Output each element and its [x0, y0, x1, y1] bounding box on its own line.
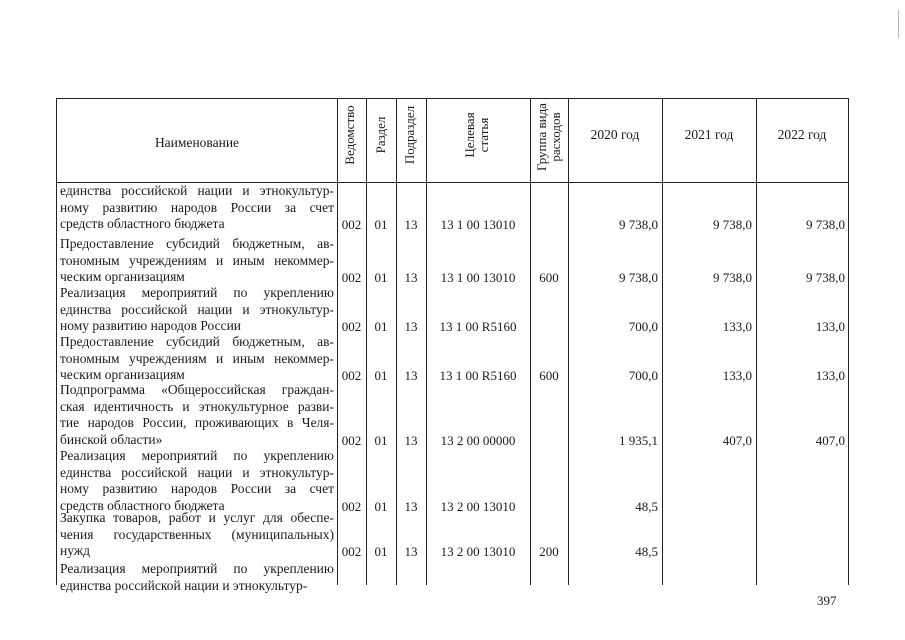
cell-podrazdel: 13	[404, 217, 418, 232]
cell-2022: 407,0	[815, 432, 845, 448]
cell-razdel: 01	[374, 368, 388, 383]
cell-celevaya: 13 2 00 13010	[440, 544, 516, 559]
cell-razdel: 01	[374, 544, 388, 559]
cell-gruppa: 200	[539, 544, 559, 559]
col-border	[756, 98, 757, 585]
row-name	[60, 236, 334, 286]
row-name-line: Предоставление субсидий бюджетным, ав-	[60, 334, 334, 349]
cell-2021: 9 738,0	[713, 270, 752, 285]
col-border	[530, 98, 531, 585]
cell-2021: 9 738,0	[713, 217, 752, 232]
cell-podrazdel: 13	[404, 432, 418, 448]
row-name	[60, 510, 334, 560]
row-name	[60, 448, 334, 514]
cell-2021: 407,0	[722, 432, 752, 448]
header-celevaya-line: статья	[476, 117, 491, 153]
scan-edge-mark	[898, 10, 899, 38]
row-name-line: тономным учреждениям и иным некоммер-	[60, 252, 334, 268]
cell-2020: 1 935,1	[619, 432, 658, 448]
header-gruppa-line: расходов	[548, 112, 563, 162]
row-name-line: Реализация мероприятий по укреплению	[60, 448, 334, 463]
row-name-line: единства российской нации и этнокультур-	[60, 183, 334, 198]
cell-2022: 133,0	[815, 319, 845, 334]
cell-celevaya: 13 1 00 R5160	[439, 368, 517, 383]
table-top-border	[56, 98, 848, 99]
header-gruppa-line: Группа вида	[534, 103, 549, 171]
row-name-line: ному развитию народов России за счет	[60, 481, 334, 496]
cell-razdel: 01	[374, 432, 388, 448]
cell-celevaya: 13 1 00 R5160	[439, 319, 517, 334]
row-name-line: единства российской нации и этнокультур-	[60, 577, 308, 593]
cell-2020: 700,0	[628, 319, 658, 334]
page-number: 397	[817, 593, 837, 608]
cell-razdel: 01	[374, 217, 388, 232]
row-name	[60, 334, 334, 384]
cell-2020: 9 738,0	[619, 270, 658, 285]
row-name-line: Реализация мероприятий по укреплению	[60, 561, 334, 576]
cell-celevaya: 13 2 00 13010	[440, 498, 516, 514]
cell-podrazdel: 13	[404, 544, 418, 559]
cell-podrazdel: 13	[404, 270, 418, 285]
row-name-line: ческим организациям	[60, 367, 185, 382]
col-border	[662, 98, 663, 585]
cell-razdel: 01	[374, 319, 388, 334]
cell-2020: 48,5	[635, 544, 658, 559]
row-name-line: Закупка товаров, работ и услуг для обеспе-	[60, 510, 334, 525]
cell-razdel: 01	[374, 270, 388, 285]
cell-celevaya: 13 2 00 00000	[440, 432, 516, 448]
cell-vedomstvo: 002	[341, 319, 362, 334]
cell-vedomstvo: 002	[341, 270, 362, 285]
row-name-line: Предоставление субсидий бюджетным, ав-	[60, 236, 334, 251]
header-gruppa	[535, 96, 563, 178]
cell-vedomstvo: 002	[341, 368, 362, 383]
row-name-line: нужд	[60, 543, 90, 558]
cell-podrazdel: 13	[404, 319, 418, 334]
row-name	[60, 382, 334, 448]
cell-celevaya: 13 1 00 13010	[440, 270, 516, 285]
header-podrazdel: Подраздел	[402, 105, 417, 165]
row-name-line: тономным учреждениям и иным некоммер-	[60, 350, 334, 366]
cell-2022: 9 738,0	[806, 217, 845, 232]
row-name-line: Реализация мероприятий по укреплению	[60, 285, 334, 300]
row-name-line: ческим организациям	[60, 269, 185, 284]
cell-gruppa: 600	[539, 270, 559, 285]
header-celevaya-line: Целевая	[462, 112, 477, 158]
cell-celevaya: 13 1 00 13010	[440, 217, 516, 232]
header-name: Наименование	[154, 135, 240, 150]
cell-2020: 48,5	[635, 498, 658, 514]
cell-vedomstvo: 002	[341, 432, 362, 448]
cell-2021: 133,0	[722, 368, 752, 383]
row-name	[60, 561, 334, 594]
row-name-line: ному развитию народов России	[60, 318, 242, 333]
row-name	[60, 285, 334, 335]
cell-podrazdel: 13	[404, 498, 418, 514]
row-name-line: бинской области»	[60, 431, 163, 447]
cell-gruppa: 600	[539, 368, 559, 383]
cell-2022: 133,0	[815, 368, 845, 383]
row-name-line: чения государственных (муниципальных)	[60, 526, 334, 542]
header-celevaya	[463, 98, 491, 172]
cell-razdel: 01	[374, 498, 388, 514]
row-name-line: Подпрограмма «Общероссийская граждан-	[60, 382, 334, 397]
row-name-line: единства российской нации и этнокультур-	[60, 301, 334, 317]
header-year-2021: 2021 год	[684, 127, 734, 142]
cell-vedomstvo: 002	[341, 544, 362, 559]
row-name-line: средств областного бюджета	[60, 497, 225, 513]
cell-2020: 9 738,0	[619, 217, 658, 232]
row-name-line: средств областного бюджета	[60, 216, 225, 231]
row-name-line: ному развитию народов России за счет	[60, 199, 334, 215]
cell-podrazdel: 13	[404, 368, 418, 383]
cell-2021: 133,0	[722, 319, 752, 334]
row-name-line: ская идентичность и этнокультурное разви-	[60, 398, 334, 414]
cell-2020: 700,0	[628, 368, 658, 383]
header-razdel: Раздел	[373, 116, 388, 154]
cell-vedomstvo: 002	[341, 217, 362, 232]
row-name-line: тие народов России, проживающих в Челя-	[60, 415, 334, 430]
row-name	[60, 183, 334, 233]
header-year-2022: 2022 год	[777, 127, 827, 142]
cell-vedomstvo: 002	[341, 498, 362, 514]
col-border	[56, 98, 57, 585]
header-year-2020: 2020 год	[590, 127, 640, 142]
col-border	[848, 98, 849, 585]
header-vedomstvo: Ведомство	[342, 105, 357, 165]
cell-2022: 9 738,0	[806, 270, 845, 285]
row-name-line: единства российской нации и этнокультур-	[60, 464, 334, 480]
